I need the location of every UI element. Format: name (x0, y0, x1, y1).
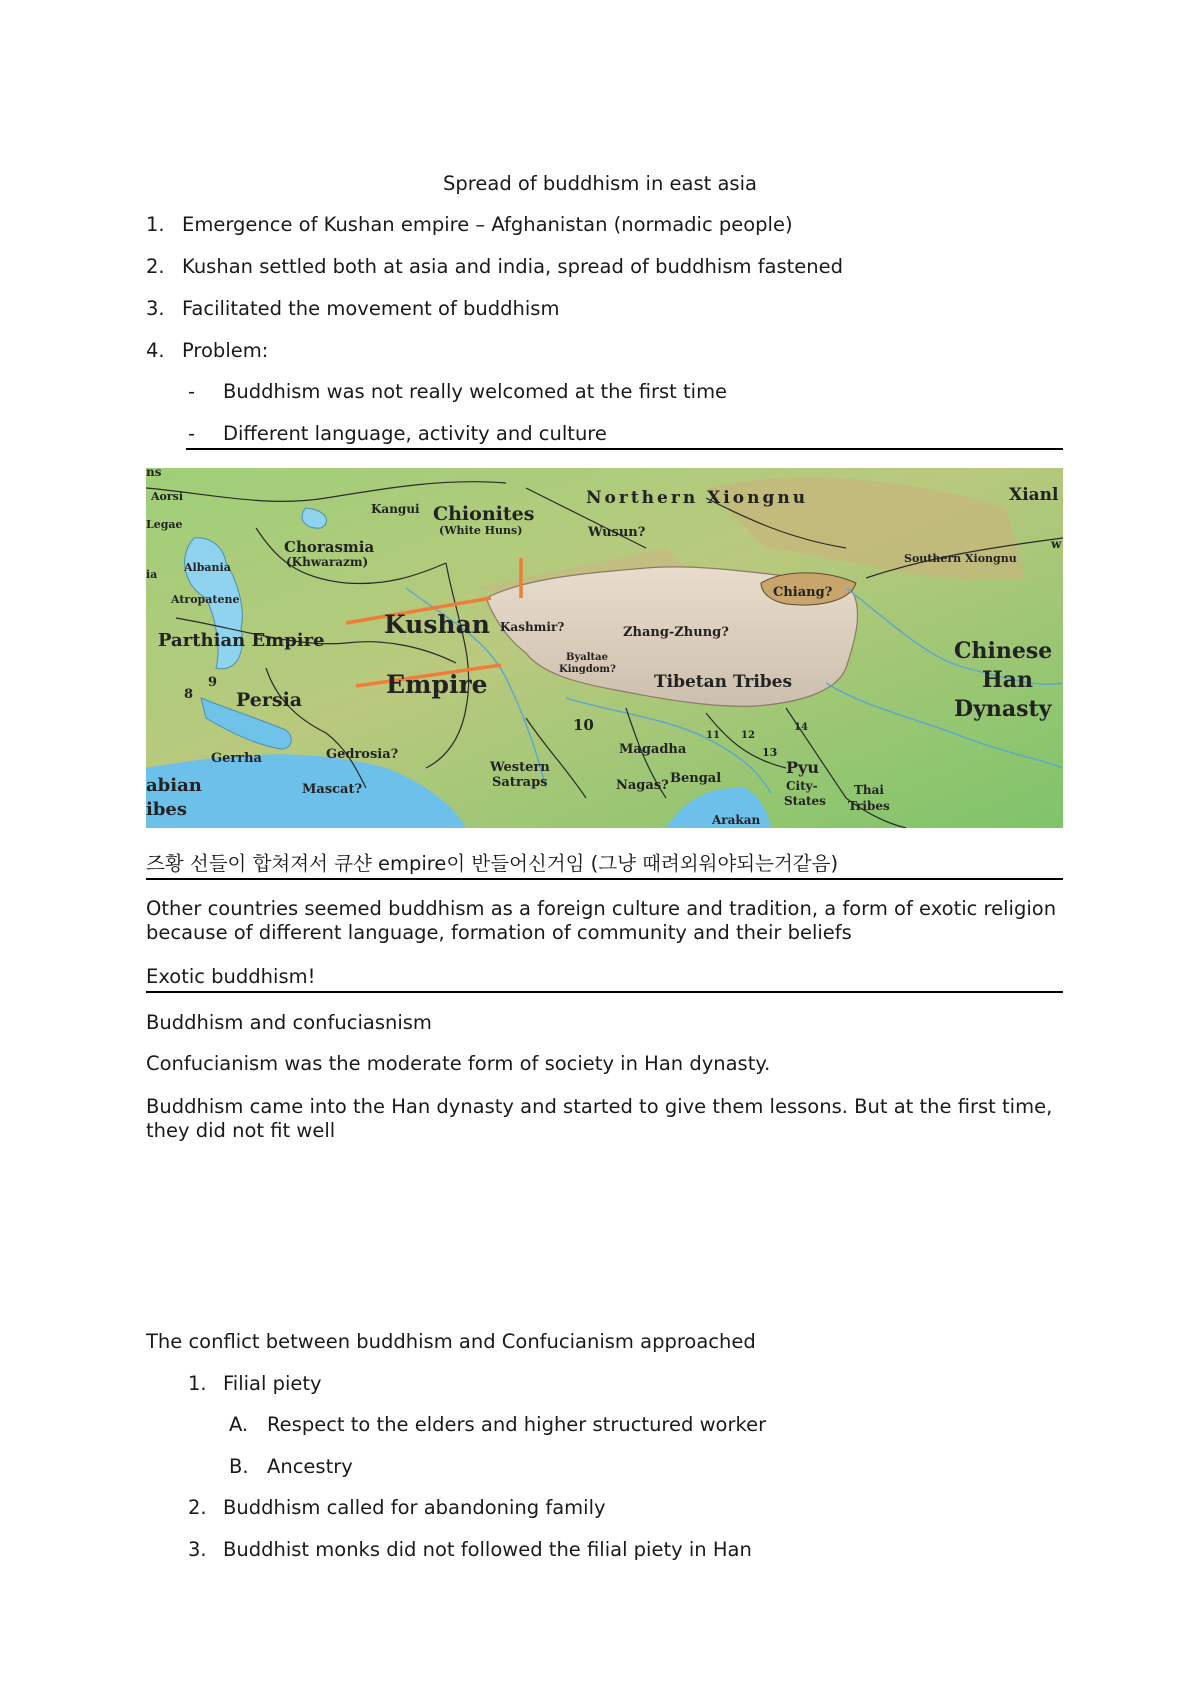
map-label-nagas: Nagas? (616, 778, 669, 793)
map-label-wusun: Wusun? (588, 525, 646, 540)
section-heading: The conflict between buddhism and Confucianism approached (146, 1330, 756, 1353)
map-label-city: City- (786, 779, 818, 793)
horizontal-rule (186, 448, 1063, 450)
bullet-dash: - (188, 380, 196, 403)
bullet-item: Different language, activity and culture (223, 422, 607, 445)
map-label-chinese: Chinese (954, 638, 1053, 664)
map-label-11: 11 (706, 730, 720, 741)
list-item: Kushan settled both at asia and india, spread of buddhism fastened (182, 255, 844, 278)
map-label-ns: ns (146, 468, 162, 479)
map-label-thai: Thai (854, 783, 884, 797)
map-label-white-huns: (White Huns) (439, 524, 523, 537)
list-number: 1. (146, 213, 165, 236)
map-label-tribes: Tribes (848, 799, 890, 813)
map-label-dynasty: Dynasty (954, 696, 1052, 722)
map-label-14: 14 (794, 722, 808, 733)
paragraph: Other countries seemed buddhism as a foreign culture and tradition, a form of exotic religion because of different language, formation of community and their beliefs (146, 897, 1057, 944)
map-label-han: Han (982, 667, 1034, 693)
map-label-muscat: Mascat? (302, 782, 363, 797)
map-label-aorsi: Aorsi (151, 490, 184, 503)
map-label-kashmir: Kashmir? (500, 620, 565, 634)
list-number: 2. (146, 255, 165, 278)
map-label-khwarazm: (Khwarazm) (286, 555, 369, 569)
list-item: Emergence of Kushan empire – Afghanistan (normadic people) (182, 213, 793, 236)
list-number: 3. (188, 1538, 207, 1561)
map-label-chiang: Chiang? (773, 585, 833, 600)
map-label-13: 13 (762, 746, 778, 759)
page-title: Spread of buddhism in east asia (443, 172, 757, 195)
map-label-western: Western (490, 760, 550, 775)
map-label-12: 12 (741, 730, 755, 741)
paragraph: Buddhism came into the Han dynasty and started to give them lessons. But at the first time, they did not fit well (146, 1095, 1053, 1142)
map-label-empire: Empire (386, 670, 488, 699)
map-label-magadha: Magadha (619, 742, 687, 757)
sublist-letter: B. (229, 1455, 249, 1478)
map-label-byaltae: Byaltae (566, 652, 609, 663)
map-svg (146, 468, 1063, 828)
map-label-kangui: Kangui (371, 502, 420, 516)
map-label-xianbei: Xianl (1009, 485, 1059, 505)
map-label-kingdom: Kingdom? (559, 664, 616, 675)
map-label-pyu: Pyu (786, 758, 819, 777)
map-label-southern-xiongnu: Southern Xiongnu (904, 552, 1017, 565)
exotic-heading: Exotic buddhism! (146, 965, 316, 988)
section-heading: Buddhism and confuciasnism (146, 1011, 432, 1034)
map-label-gerrha: Gerrha (211, 751, 262, 766)
map-label-satraps: Satraps (492, 775, 548, 790)
map-label-chorasmia: Chorasmia (284, 538, 375, 556)
list-item: Facilitated the movement of buddhism (182, 297, 560, 320)
map-label-persia: Persia (236, 689, 303, 711)
map-label-zhang-zhung: Zhang-Zhung? (623, 625, 729, 640)
map-image (146, 468, 1063, 828)
map-label-legae: Legae (146, 518, 183, 531)
map-label-10: 10 (573, 716, 594, 734)
map-label-parthian-empire: Parthian Empire (158, 630, 325, 651)
list-number: 1. (188, 1372, 207, 1395)
paragraph: Confucianism was the moderate form of society in Han dynasty. (146, 1052, 771, 1075)
sublist-item: Respect to the elders and higher structured worker (267, 1413, 767, 1436)
horizontal-rule (146, 878, 1063, 880)
map-label-tibetan-tribes: Tibetan Tribes (654, 672, 793, 692)
map-label-arakan: Arakan (712, 813, 761, 827)
sublist-letter: A. (229, 1413, 249, 1436)
list-number: 4. (146, 339, 165, 362)
map-label-atropatene: Atropatene (171, 593, 240, 606)
map-label-9: 9 (208, 675, 218, 690)
map-label-w: w (1051, 537, 1062, 551)
map-label-chionites: Chionites (433, 503, 535, 525)
map-label-ia: ia (146, 568, 158, 581)
map-label-albania: Albania (184, 561, 231, 574)
map-label-gedrosia: Gedrosia? (326, 747, 399, 762)
list-item: Filial piety (223, 1372, 322, 1395)
bullet-dash: - (188, 422, 196, 445)
map-label-states: States (784, 794, 826, 808)
map-label-bengal: Bengal (670, 771, 722, 786)
list-number: 2. (188, 1496, 207, 1519)
horizontal-rule (146, 991, 1063, 993)
korean-note: 즈황 선들이 합쳐져서 큐샨 empire이 반들어신거임 (그냥 때려외워야되는거같음) (146, 852, 839, 875)
map-label-northern-xiongnu: Northern Xiongnu (586, 488, 809, 508)
sublist-item: Ancestry (267, 1455, 353, 1478)
list-number: 3. (146, 297, 165, 320)
list-item: Buddhism called for abandoning family (223, 1496, 606, 1519)
list-item: Problem: (182, 339, 269, 362)
map-label-kushan: Kushan (384, 610, 490, 639)
map-label-abian: abian (146, 775, 202, 796)
bullet-item: Buddhism was not really welcomed at the first time (223, 380, 728, 403)
map-label-8: 8 (184, 687, 194, 702)
map-label-ibes: ibes (146, 799, 188, 820)
list-item: Buddhist monks did not followed the filial piety in Han (223, 1538, 752, 1561)
